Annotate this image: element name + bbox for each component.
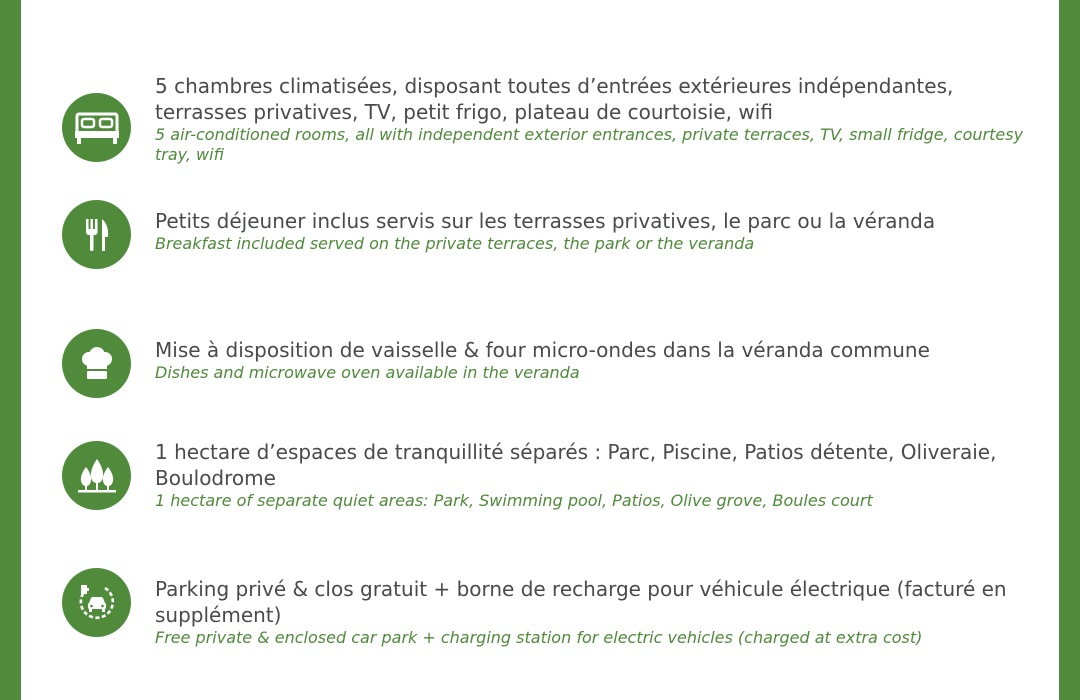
feature-kitchen-en: Dishes and microwave oven available in the veranda bbox=[155, 363, 580, 382]
feature-parking-text bbox=[155, 576, 1025, 648]
feature-grounds-en: 1 hectare of separate quiet areas: Park, Swimming pool, Patios, Olive grove, Boules court bbox=[155, 491, 873, 510]
bed-icon bbox=[62, 93, 131, 162]
feature-rooms-text bbox=[155, 73, 1025, 165]
feature-kitchen-text bbox=[155, 337, 1025, 383]
right-green-border bbox=[1059, 0, 1080, 700]
feature-parking-en: Free private & enclosed car park + charging station for electric vehicles (charged at extra cost) bbox=[155, 628, 923, 647]
feature-grounds-text bbox=[155, 439, 1025, 511]
trees-icon bbox=[62, 441, 131, 510]
ev-charging-icon bbox=[62, 568, 131, 637]
feature-grounds-fr: 1 hectare d’espaces de tranquillité séparés : Parc, Piscine, Patios détente, Oliveraie, Boulodrome bbox=[155, 440, 997, 490]
feature-breakfast-fr: Petits déjeuner inclus servis sur les terrasses privatives, le parc ou la véranda bbox=[155, 209, 936, 233]
feature-breakfast-text bbox=[155, 208, 1025, 254]
feature-kitchen-fr: Mise à disposition de vaisselle & four micro-ondes dans la véranda commune bbox=[155, 338, 930, 362]
feature-breakfast-en: Breakfast included served on the private terraces, the park or the veranda bbox=[155, 234, 755, 253]
feature-rooms-en: 5 air-conditioned rooms, all with independent exterior entrances, private terraces, TV, small fridge, courtesy tray, wifi bbox=[155, 125, 1024, 164]
fork-knife-icon bbox=[62, 200, 131, 269]
chef-hat-icon bbox=[62, 329, 131, 398]
left-green-border bbox=[0, 0, 21, 700]
feature-parking-fr: Parking privé & clos gratuit + borne de recharge pour véhicule électrique (facturé en supplément) bbox=[155, 577, 1007, 627]
feature-rooms-fr: 5 chambres climatisées, disposant toutes d’entrées extérieures indépendantes, terrasses privatives, TV, petit frigo, plateau de courtoisie, wifi bbox=[155, 74, 954, 124]
